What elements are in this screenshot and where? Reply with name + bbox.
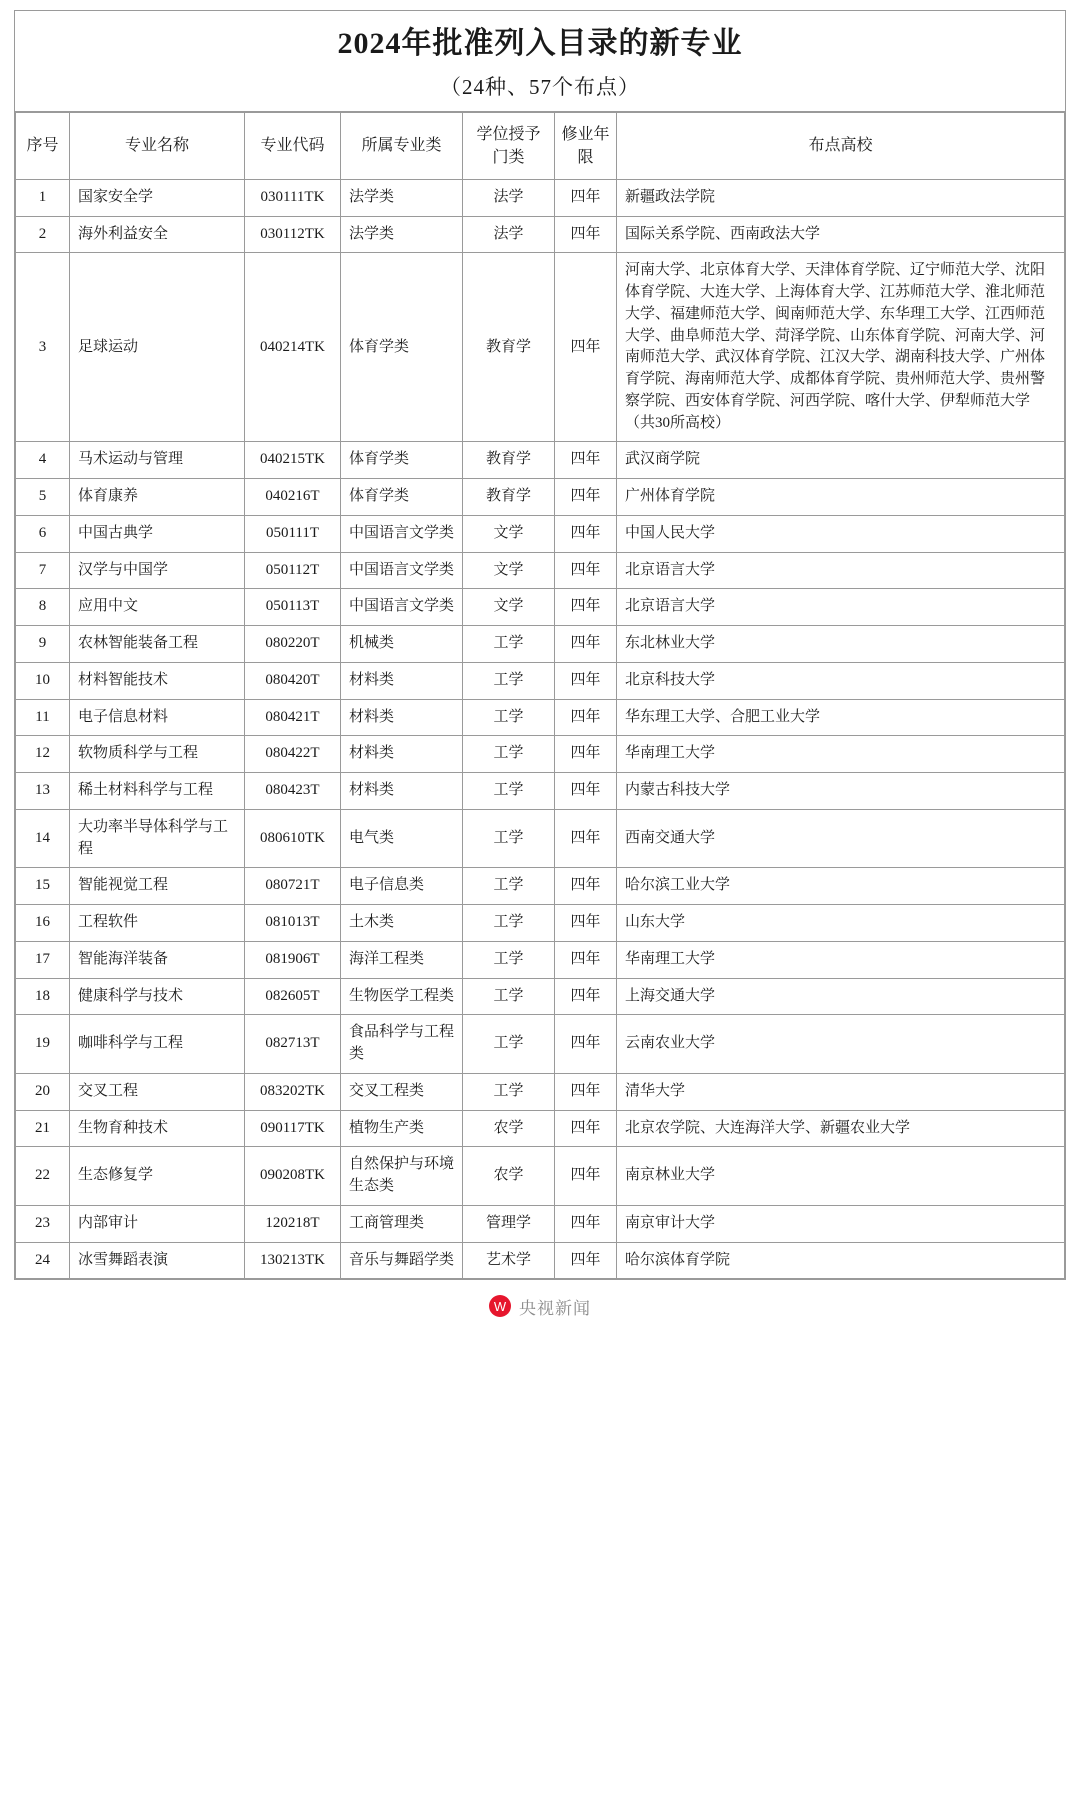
cell-schools: 南京审计大学 (617, 1205, 1065, 1242)
cell-major-code: 040215TK (245, 442, 341, 479)
cell-major-code: 083202TK (245, 1073, 341, 1110)
header-category: 所属专业类 (341, 112, 463, 179)
cell-degree: 法学 (463, 179, 555, 216)
cell-degree: 农学 (463, 1110, 555, 1147)
cell-schools: 西南交通大学 (617, 809, 1065, 868)
header-no: 序号 (16, 112, 70, 179)
cell-degree: 工学 (463, 1015, 555, 1074)
cell-degree: 工学 (463, 905, 555, 942)
cell-degree: 教育学 (463, 253, 555, 442)
cell-schools: 山东大学 (617, 905, 1065, 942)
cell-degree: 教育学 (463, 479, 555, 516)
cell-major-code: 090208TK (245, 1147, 341, 1206)
cell-years: 四年 (555, 699, 617, 736)
cell-degree: 工学 (463, 773, 555, 810)
table-row (16, 216, 1065, 253)
cell-category: 机械类 (341, 626, 463, 663)
title-block (15, 11, 1065, 112)
table-row (16, 479, 1065, 516)
table-sheet (14, 10, 1066, 1280)
cell-major-code: 080421T (245, 699, 341, 736)
cell-no: 6 (16, 515, 70, 552)
cell-schools: 哈尔滨工业大学 (617, 868, 1065, 905)
cell-major-code: 030111TK (245, 179, 341, 216)
table-row (16, 1147, 1065, 1206)
cell-major-name: 稀土材料科学与工程 (70, 773, 245, 810)
cell-years: 四年 (555, 479, 617, 516)
cell-category: 交叉工程类 (341, 1073, 463, 1110)
cell-category: 中国语言文学类 (341, 552, 463, 589)
cell-major-name: 中国古典学 (70, 515, 245, 552)
cell-major-code: 030112TK (245, 216, 341, 253)
weibo-logo-icon: W (489, 1295, 511, 1317)
cell-years: 四年 (555, 1073, 617, 1110)
cell-no: 17 (16, 941, 70, 978)
table-row (16, 905, 1065, 942)
watermark-label: 央视新闻 (519, 1298, 591, 1318)
table-row (16, 1205, 1065, 1242)
cell-major-name: 足球运动 (70, 253, 245, 442)
document-title: 2024年批准列入目录的新专业 (337, 27, 743, 60)
header-years (555, 112, 617, 179)
cell-no: 12 (16, 736, 70, 773)
header-degree-line2: 门类 (492, 148, 525, 166)
table-row (16, 253, 1065, 442)
cell-major-code: 080220T (245, 626, 341, 663)
watermark-footer (0, 1280, 1080, 1332)
cell-no: 13 (16, 773, 70, 810)
header-schools: 布点高校 (617, 112, 1065, 179)
cell-schools: 北京语言大学 (617, 552, 1065, 589)
header-code: 专业代码 (245, 112, 341, 179)
cell-category: 音乐与舞蹈学类 (341, 1242, 463, 1279)
table-row (16, 736, 1065, 773)
table-row (16, 1015, 1065, 1074)
document-page (0, 10, 1080, 1817)
cell-no: 24 (16, 1242, 70, 1279)
cell-major-code: 080721T (245, 868, 341, 905)
cell-years: 四年 (555, 626, 617, 663)
cell-no: 11 (16, 699, 70, 736)
cell-category: 法学类 (341, 216, 463, 253)
cell-years: 四年 (555, 515, 617, 552)
header-name: 专业名称 (70, 112, 245, 179)
cell-schools: 哈尔滨体育学院 (617, 1242, 1065, 1279)
cell-schools: 东北林业大学 (617, 626, 1065, 663)
cell-no: 16 (16, 905, 70, 942)
table-body (16, 179, 1065, 1279)
cell-years: 四年 (555, 941, 617, 978)
cell-no: 23 (16, 1205, 70, 1242)
cell-major-code: 090117TK (245, 1110, 341, 1147)
cell-no: 5 (16, 479, 70, 516)
cell-major-code: 040216T (245, 479, 341, 516)
cell-category: 生物医学工程类 (341, 978, 463, 1015)
cell-category: 食品科学与工程类 (341, 1015, 463, 1074)
cell-major-name: 国家安全学 (70, 179, 245, 216)
cell-years: 四年 (555, 662, 617, 699)
cell-major-name: 材料智能技术 (70, 662, 245, 699)
table-row (16, 662, 1065, 699)
cell-years: 四年 (555, 589, 617, 626)
cell-major-name: 工程软件 (70, 905, 245, 942)
cell-major-code: 081906T (245, 941, 341, 978)
cell-years: 四年 (555, 552, 617, 589)
cell-no: 18 (16, 978, 70, 1015)
cell-schools: 武汉商学院 (617, 442, 1065, 479)
cell-major-name: 生态修复学 (70, 1147, 245, 1206)
cell-major-name: 软物质科学与工程 (70, 736, 245, 773)
cell-major-name: 交叉工程 (70, 1073, 245, 1110)
cell-category: 海洋工程类 (341, 941, 463, 978)
cell-degree: 工学 (463, 699, 555, 736)
header-degree (463, 112, 555, 179)
cell-schools: 北京语言大学 (617, 589, 1065, 626)
table-row (16, 442, 1065, 479)
cell-years: 四年 (555, 1242, 617, 1279)
cell-degree: 工学 (463, 1073, 555, 1110)
cell-major-name: 智能海洋装备 (70, 941, 245, 978)
table-row (16, 941, 1065, 978)
table-row (16, 809, 1065, 868)
cell-degree: 文学 (463, 589, 555, 626)
cell-major-name: 马术运动与管理 (70, 442, 245, 479)
cell-major-name: 体育康养 (70, 479, 245, 516)
cell-schools: 广州体育学院 (617, 479, 1065, 516)
cell-schools: 清华大学 (617, 1073, 1065, 1110)
cell-category: 体育学类 (341, 253, 463, 442)
table-row (16, 179, 1065, 216)
cell-major-name: 咖啡科学与工程 (70, 1015, 245, 1074)
cell-no: 19 (16, 1015, 70, 1074)
table-row (16, 699, 1065, 736)
cell-years: 四年 (555, 1110, 617, 1147)
cell-no: 2 (16, 216, 70, 253)
cell-major-code: 130213TK (245, 1242, 341, 1279)
cell-category: 材料类 (341, 699, 463, 736)
cell-years: 四年 (555, 253, 617, 442)
cell-major-code: 050111T (245, 515, 341, 552)
cell-years: 四年 (555, 216, 617, 253)
cell-category: 中国语言文学类 (341, 589, 463, 626)
cell-major-name: 电子信息材料 (70, 699, 245, 736)
cell-schools: 中国人民大学 (617, 515, 1065, 552)
cell-category: 法学类 (341, 179, 463, 216)
cell-years: 四年 (555, 1205, 617, 1242)
cell-degree: 工学 (463, 809, 555, 868)
cell-degree: 艺术学 (463, 1242, 555, 1279)
cell-no: 3 (16, 253, 70, 442)
cell-no: 14 (16, 809, 70, 868)
cell-schools: 河南大学、北京体育大学、天津体育学院、辽宁师范大学、沈阳体育学院、大连大学、上海体育大学、江苏师范大学、淮北师范大学、福建师范大学、闽南师范大学、东华理工大学、江西师范大学、曲阜师范大学、菏泽学院、山东体育学院、河南大学、河南师范大学、武汉体育学院、江汉大学、湖南科技大学、广州体育学院、海南师范大学、成都体育学院、贵州师范大学、贵州警察学院、西安体育学院、河西学院、喀什大学、伊犁师范大学（共30所高校） (617, 253, 1065, 442)
cell-category: 土木类 (341, 905, 463, 942)
cell-major-code: 081013T (245, 905, 341, 942)
cell-category: 电子信息类 (341, 868, 463, 905)
cell-major-name: 健康科学与技术 (70, 978, 245, 1015)
cell-years: 四年 (555, 179, 617, 216)
cell-major-name: 农林智能装备工程 (70, 626, 245, 663)
cell-no: 7 (16, 552, 70, 589)
header-row (16, 112, 1065, 179)
table-row (16, 1110, 1065, 1147)
cell-schools: 南京林业大学 (617, 1147, 1065, 1206)
cell-major-name: 智能视觉工程 (70, 868, 245, 905)
cell-degree: 文学 (463, 515, 555, 552)
cell-category: 材料类 (341, 662, 463, 699)
table-row (16, 1073, 1065, 1110)
table-row (16, 1242, 1065, 1279)
cell-no: 4 (16, 442, 70, 479)
cell-schools: 云南农业大学 (617, 1015, 1065, 1074)
cell-no: 22 (16, 1147, 70, 1206)
cell-years: 四年 (555, 809, 617, 868)
cell-degree: 工学 (463, 978, 555, 1015)
cell-major-code: 050112T (245, 552, 341, 589)
cell-major-code: 040214TK (245, 253, 341, 442)
cell-category: 材料类 (341, 773, 463, 810)
cell-schools: 内蒙古科技大学 (617, 773, 1065, 810)
cell-degree: 工学 (463, 626, 555, 663)
cell-no: 9 (16, 626, 70, 663)
cell-degree: 农学 (463, 1147, 555, 1206)
new-majors-table (15, 112, 1065, 1280)
cell-no: 1 (16, 179, 70, 216)
cell-schools: 华南理工大学 (617, 736, 1065, 773)
cell-years: 四年 (555, 905, 617, 942)
cell-major-code: 050113T (245, 589, 341, 626)
cell-years: 四年 (555, 868, 617, 905)
cell-major-name: 大功率半导体科学与工程 (70, 809, 245, 868)
cell-degree: 文学 (463, 552, 555, 589)
table-row (16, 515, 1065, 552)
cell-major-code: 080610TK (245, 809, 341, 868)
cell-no: 21 (16, 1110, 70, 1147)
cell-years: 四年 (555, 1147, 617, 1206)
table-row (16, 773, 1065, 810)
cell-no: 8 (16, 589, 70, 626)
cell-years: 四年 (555, 736, 617, 773)
cell-category: 中国语言文学类 (341, 515, 463, 552)
cell-degree: 管理学 (463, 1205, 555, 1242)
cell-major-code: 082605T (245, 978, 341, 1015)
cell-schools: 华东理工大学、合肥工业大学 (617, 699, 1065, 736)
table-row (16, 626, 1065, 663)
cell-years: 四年 (555, 442, 617, 479)
document-subtitle: （24种、57个布点） (440, 74, 640, 99)
cell-degree: 工学 (463, 662, 555, 699)
cell-no: 15 (16, 868, 70, 905)
cell-schools: 上海交通大学 (617, 978, 1065, 1015)
cell-major-code: 080420T (245, 662, 341, 699)
table-row (16, 978, 1065, 1015)
table-row (16, 589, 1065, 626)
header-degree-line1: 学位授予 (476, 125, 541, 143)
cell-schools: 新疆政法学院 (617, 179, 1065, 216)
cell-major-name: 生物育种技术 (70, 1110, 245, 1147)
header-years-line2: 限 (577, 148, 594, 166)
table-header (16, 112, 1065, 179)
cell-years: 四年 (555, 1015, 617, 1074)
cell-degree: 工学 (463, 941, 555, 978)
cell-degree: 工学 (463, 868, 555, 905)
cell-category: 体育学类 (341, 442, 463, 479)
cell-major-code: 120218T (245, 1205, 341, 1242)
table-row (16, 868, 1065, 905)
cell-schools: 华南理工大学 (617, 941, 1065, 978)
cell-years: 四年 (555, 773, 617, 810)
cell-schools: 北京农学院、大连海洋大学、新疆农业大学 (617, 1110, 1065, 1147)
cell-major-name: 海外利益安全 (70, 216, 245, 253)
cell-major-name: 冰雪舞蹈表演 (70, 1242, 245, 1279)
cell-category: 电气类 (341, 809, 463, 868)
cell-years: 四年 (555, 978, 617, 1015)
cell-degree: 工学 (463, 736, 555, 773)
cell-no: 20 (16, 1073, 70, 1110)
cell-major-name: 应用中文 (70, 589, 245, 626)
cell-category: 工商管理类 (341, 1205, 463, 1242)
cell-major-code: 080422T (245, 736, 341, 773)
cell-no: 10 (16, 662, 70, 699)
cell-major-name: 汉学与中国学 (70, 552, 245, 589)
cell-category: 体育学类 (341, 479, 463, 516)
cell-degree: 教育学 (463, 442, 555, 479)
cell-category: 植物生产类 (341, 1110, 463, 1147)
cell-degree: 法学 (463, 216, 555, 253)
cell-major-code: 080423T (245, 773, 341, 810)
cell-major-name: 内部审计 (70, 1205, 245, 1242)
cell-schools: 北京科技大学 (617, 662, 1065, 699)
header-years-line1: 修业年 (561, 125, 610, 143)
table-row (16, 552, 1065, 589)
cell-major-code: 082713T (245, 1015, 341, 1074)
cell-category: 材料类 (341, 736, 463, 773)
cell-category: 自然保护与环境生态类 (341, 1147, 463, 1206)
cell-schools: 国际关系学院、西南政法大学 (617, 216, 1065, 253)
